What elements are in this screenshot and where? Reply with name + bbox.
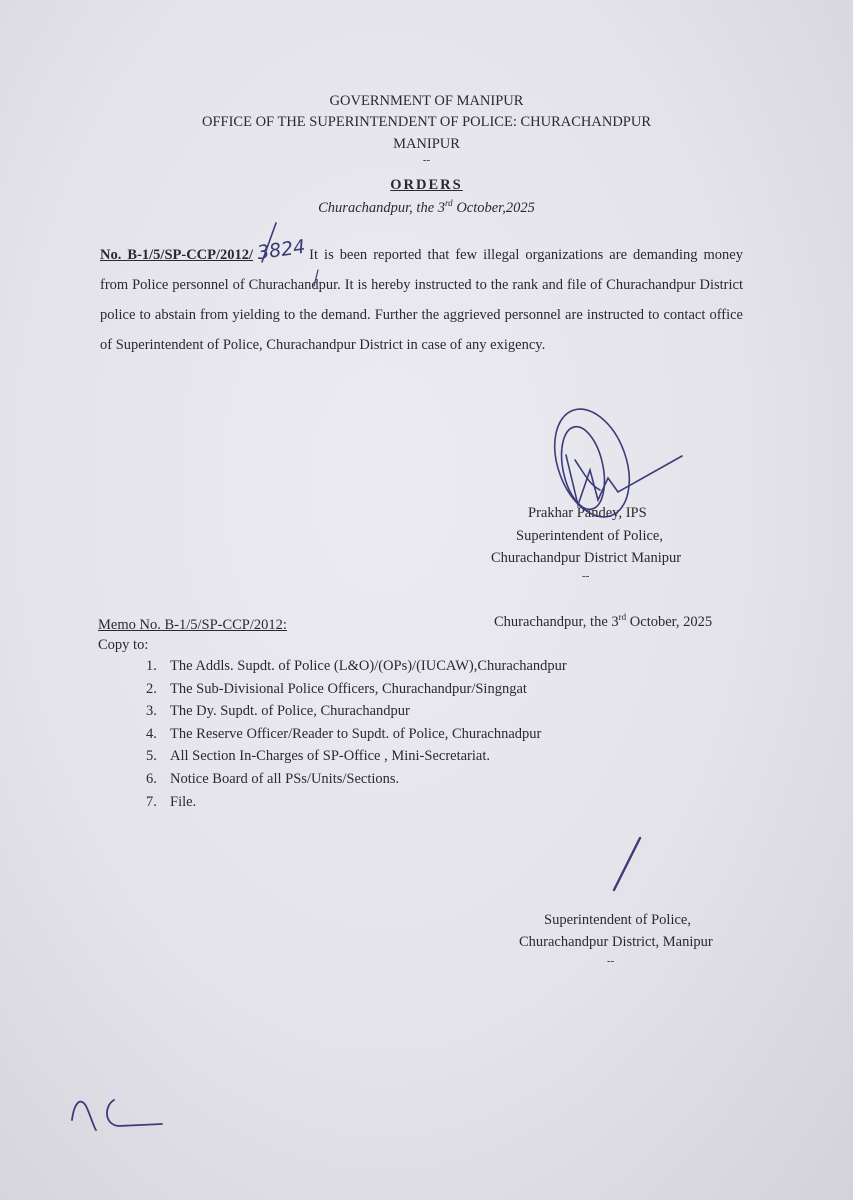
header-dash: -- (422, 154, 431, 166)
dateline-suffix: October,2025 (452, 199, 535, 216)
signatory-name: Prakhar Pandey, IPS (528, 505, 647, 521)
footer-designation: Superintendent of Police, (544, 912, 691, 928)
copy-to-list (146, 655, 567, 813)
list-item-number: 1. (146, 658, 157, 674)
initials-icon (72, 1100, 162, 1130)
memo-date-prefix: Churachandpur, the 3 (494, 613, 619, 630)
order-dateline (0, 198, 853, 217)
list-item (146, 768, 567, 791)
list-item-text: All Section In-Charges of SP-Office , Mini-Secretariat. (170, 748, 490, 765)
memo-date-suffix: October, 2025 (626, 613, 713, 630)
signatory-dash: -- (582, 570, 590, 582)
footer-dash: -- (607, 955, 615, 967)
order-body: It is been reported that few illegal organizations are demanding money from Police personnel of Churachandpur. It is hereby instructed to the rank and file of Churachandpur District police to abstain from yielding to the demand. Further the aggrieved personnel are instructed to contact office of Superintendent of Police, Churachandpur District in case of any exigency. (100, 247, 743, 353)
list-item-number: 6. (146, 770, 157, 787)
dateline-prefix: Churachandpur, the 3 (318, 199, 446, 216)
orders-title: ORDERS (390, 177, 463, 193)
footer-district: Churachandpur District, Manipur (519, 934, 713, 950)
signatory-designation: Superintendent of Police, (516, 528, 663, 544)
signatory-district: Churachandpur District Manipur (491, 550, 682, 566)
list-item-text: The Dy. Supdt. of Police, Churachandpur (170, 703, 410, 720)
memo-date-sup: rd (618, 612, 627, 622)
signature-stroke-icon (566, 455, 682, 505)
order-number: No. B-1/5/SP-CCP/2012/ (100, 247, 254, 263)
list-item (146, 655, 567, 678)
copy-to-label: Copy to: (98, 637, 149, 653)
memo-date (494, 612, 712, 631)
list-item-text: The Sub-Divisional Police Officers, Churachandpur/Singngat (170, 680, 527, 697)
handwritten-number: 3824 (255, 235, 307, 265)
list-item-number: 2. (146, 680, 157, 697)
list-item-number: 5. (146, 748, 157, 765)
list-item (146, 745, 567, 768)
list-item (146, 791, 567, 814)
list-item-number: 4. (146, 725, 157, 742)
list-item (146, 700, 567, 723)
list-item-text: The Reserve Officer/Reader to Supdt. of Police, Churachnadpur (170, 725, 542, 742)
signature-inner-loop-icon (555, 423, 612, 513)
list-item (146, 678, 567, 701)
header-office: OFFICE OF THE SUPERINTENDENT OF POLICE: CHURACHANDPUR (201, 114, 651, 130)
list-item-text: The Addls. Supdt. of Police (L&O)/(OPs)/(IUCAW),Churachandpur (170, 658, 567, 674)
signature-scribble-icon (575, 460, 600, 490)
dateline-sup: rd (445, 198, 453, 208)
list-item-number: 3. (146, 703, 157, 720)
tick-mark-icon (614, 838, 640, 890)
list-item-text: Notice Board of all PSs/Units/Sections. (170, 770, 400, 787)
memo-number: Memo No. B-1/5/SP-CCP/2012: (98, 617, 287, 633)
list-item-text: File. (170, 793, 197, 810)
list-item (146, 723, 567, 746)
header-government: GOVERNMENT OF MANIPUR (329, 93, 524, 109)
order-paragraph (100, 235, 743, 360)
list-item-number: 7. (146, 793, 157, 810)
header-state: MANIPUR (393, 136, 460, 152)
